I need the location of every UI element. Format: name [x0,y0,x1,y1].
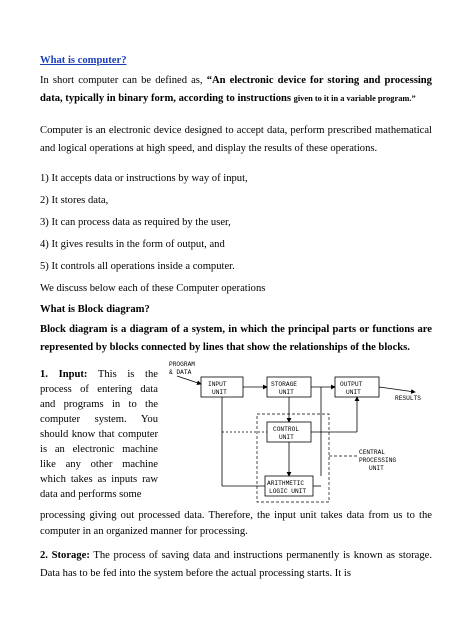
input-label: 1. Input: [40,369,88,380]
input-text: This is the process of entering data and programs in to the computer system. You should know that computer is an electronic machine like any other machine which takes as inputs raw data and performs some [40,369,158,500]
svg-text:UNIT: UNIT [279,389,294,396]
intro-paragraph [40,72,432,107]
svg-text:INPUT: INPUT [208,381,227,388]
block-diagram-definition: Block diagram is a diagram of a system, in which the principal parts or functions are represented by blocks connected by lines that show the relationships of the blocks. [40,324,432,353]
heading-what-is-computer [40,52,432,70]
list-item: 5) It controls all operations inside a computer. [40,261,235,272]
svg-text:OUTPUT: OUTPUT [340,381,363,388]
list-item: 4) It gives results in the form of output, and [40,239,225,250]
input-section-wrapped [40,367,158,502]
cpu-label: CENTRAL [359,449,385,456]
heading-block-diagram: What is Block diagram? [40,304,150,315]
intro-quote: “An electronic device for storing and processing data, typically in binary form, according to instructions [40,75,432,104]
svg-text:UNIT: UNIT [346,389,361,396]
results-label: RESULTS [395,395,421,402]
computer-description: Computer is an electronic device designed to accept data, perform prescribed mathematical and logical operations at high speed, and display the results of these operations. [40,125,432,154]
heading-link[interactable]: What is computer? [40,55,127,66]
svg-text:ARITHMETIC: ARITHMETIC [267,480,305,487]
svg-text:STORAGE: STORAGE [271,381,297,388]
program-data-label: PROGRAM [169,361,195,368]
svg-text:PROCESSING: PROCESSING [359,457,397,464]
svg-text:UNIT: UNIT [369,465,384,472]
storage-text: The process of saving data and instructions permanently is known as storage. Data has to be fed into the system before the actual processing starts. It is [40,550,432,579]
list-item: 3) It can process data as required by the user, [40,217,231,228]
svg-text:LOGIC UNIT: LOGIC UNIT [269,488,307,495]
intro-prefix: In short computer can be defined as, [40,75,203,86]
storage-section [40,547,432,582]
intro-quote-tail: given to it in a variable program.” [293,93,416,103]
storage-label: 2. Storage: [40,550,90,561]
block-diagram [163,356,435,506]
svg-text:UNIT: UNIT [279,434,294,441]
list-item: 2) It stores data, [40,195,109,206]
list-item: 1) It accepts data or instructions by way of input, [40,173,248,184]
svg-text:UNIT: UNIT [212,389,227,396]
svg-text:& DATA: & DATA [169,369,192,376]
discuss-line: We discuss below each of these Computer operations [40,283,266,294]
input-section-continued: processing giving out processed data. Therefore, the input unit takes data from us to the computer in an organized manner for processing. [40,510,432,537]
svg-text:CONTROL: CONTROL [273,426,299,433]
